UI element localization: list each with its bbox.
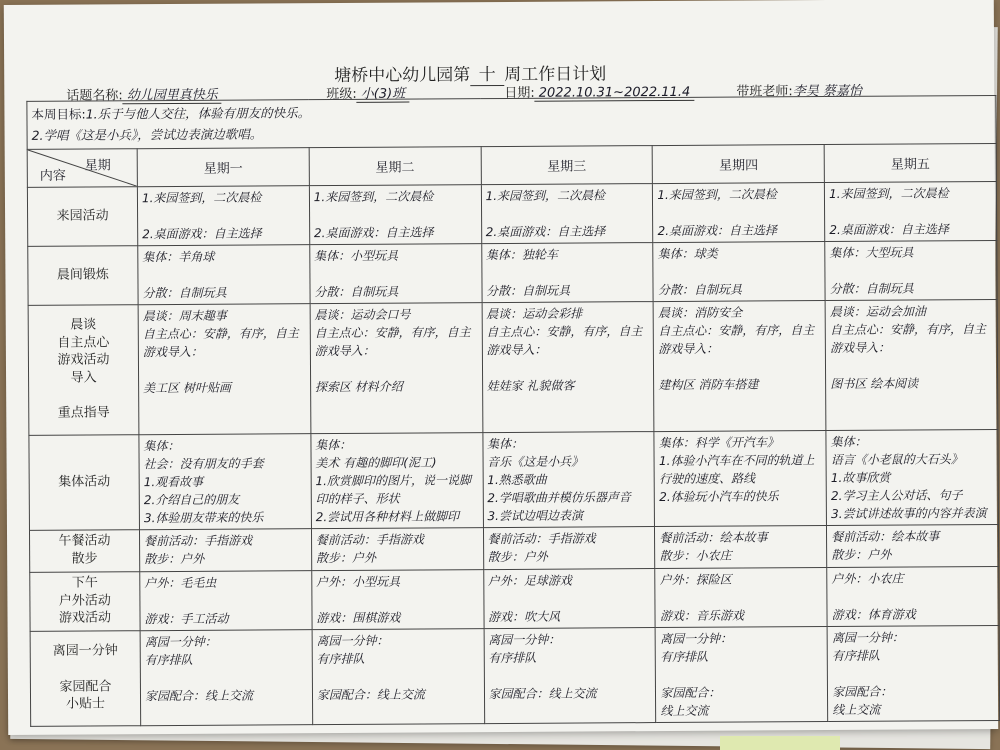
goals-label: 本周目标: [31, 106, 86, 122]
plan-cell: 餐前活动：绘本故事 散步：户外 [827, 524, 999, 567]
plan-cell: 户外：小型玩具 游戏：围棋游戏 [312, 569, 484, 629]
plan-cell: 1.来园签到，二次晨检 2.桌面游戏：自主选择 [825, 181, 997, 241]
row-label: 集体活动 [29, 434, 140, 530]
plan-cell: 晨谈：运动会彩排 自主点心：安静，有序，自主 游戏导入： 娃娃家 礼貌做客 [482, 301, 655, 432]
plan-cell: 离园一分钟： 有序排队 家园配合： 线上交流 [827, 625, 999, 721]
plan-sheet [4, 0, 998, 735]
plan-cell: 离园一分钟： 有序排队 家园配合：线上交流 [484, 627, 656, 723]
date-label: 日期: [504, 85, 535, 101]
plan-cell: 集体： 美术 有趣的脚印(泥工) 1.欣赏脚印的图片，说一说脚印的样子、形状 2.尝试用各种材料上做脚印 [311, 432, 483, 528]
day-header-fri: 星期五 [824, 143, 996, 182]
plan-cell: 集体：独轮车 分散：自制玩具 [481, 242, 653, 302]
plan-cell: 户外：探险区 游戏：音乐游戏 [655, 567, 827, 627]
topic-value: 幼儿园里真快乐 [123, 88, 222, 105]
plan-cell: 集体：羊角球 分散：自制玩具 [138, 244, 310, 304]
topic-label: 话题名称: [66, 88, 123, 104]
row-label: 晨谈 自主点心 游戏活动 导入 重点指导 [28, 304, 139, 435]
row-arrival [27, 181, 996, 246]
day-header-tue: 星期二 [309, 146, 481, 185]
title-suffix: 周工作日计划 [504, 64, 607, 85]
goals-row [27, 95, 996, 148]
sticky-note-edge [720, 736, 840, 750]
plan-cell: 餐前活动：手指游戏 散步：户外 [311, 527, 483, 570]
day-header-row [27, 143, 996, 187]
weekly-plan-table [26, 95, 1000, 726]
day-header-mon: 星期一 [137, 147, 309, 186]
teacher-label: 带班老师: [736, 84, 793, 100]
row-label: 下午 户外活动 游戏活动 [30, 571, 140, 631]
plan-cell: 离园一分钟： 有序排队 家园配合： 线上交流 [655, 626, 827, 722]
row-morning-exercise [28, 240, 997, 305]
row-label: 来园活动 [27, 186, 137, 246]
row-morning-talk [28, 299, 998, 435]
plan-cell: 集体：球类 分散：自制玩具 [653, 241, 825, 301]
row-lunch-walk [29, 524, 998, 572]
plan-cell: 集体： 语言《小老鼠的大石头》 1.故事欣赏 2.学习主人公对话、句子 3.尝试讲述故事的内容并表演 [826, 429, 998, 525]
title-prefix: 塘桥中心幼儿园第 [334, 65, 471, 87]
plan-cell: 餐前活动：手指游戏 散步：户外 [139, 528, 311, 571]
row-group-activity [29, 429, 999, 530]
plan-cell: 集体：科学《开汽车》 1.体验小汽车在不同的轨道上行驶的速度、路线 2.体验玩小汽车的快乐 [654, 430, 826, 526]
week-number: 十 [470, 60, 504, 86]
plan-cell: 1.来园签到，二次晨检 2.桌面游戏：自主选择 [653, 182, 825, 242]
plan-cell: 户外：小农庄 游戏：体育游戏 [827, 566, 999, 626]
day-header-thu: 星期四 [653, 144, 825, 183]
row-label: 晨间锻炼 [28, 245, 138, 305]
plan-cell: 1.来园签到，二次晨检 2.桌面游戏：自主选择 [137, 185, 309, 245]
weekly-goals [27, 95, 996, 148]
plan-cell: 晨谈：消防安全 自主点心：安静，有序，自主 游戏导入： 建构区 消防车搭建 [653, 300, 826, 431]
plan-cell: 离园一分钟： 有序排队 家园配合：线上交流 [140, 629, 312, 725]
day-header-wed: 星期三 [481, 145, 653, 184]
plan-cell: 集体： 社会：没有朋友的手套 1.观看故事 2.介绍自己的朋友 3.体验朋友带来的快乐 [139, 433, 311, 529]
row-label: 午餐活动 散步 [29, 529, 139, 572]
teacher-names: 李昊 蔡嘉怡 [792, 83, 862, 100]
plan-cell: 餐前活动：绘本故事 散步：小农庄 [655, 525, 827, 568]
plan-cell: 晨谈：周末趣事 自主点心：安静，有序，自主 游戏导入： 美工区 树叶贴画 [138, 303, 311, 434]
plan-cell: 集体：小型玩具 分散：自制玩具 [310, 243, 482, 303]
corner-cell [27, 148, 137, 187]
row-departure-home [30, 625, 1000, 726]
plan-cell: 集体：大型玩具 分散：自制玩具 [825, 240, 997, 300]
plan-cell: 离园一分钟： 有序排队 家园配合：线上交流 [312, 628, 484, 724]
class-label: 班级: [326, 86, 357, 103]
class-value: 小(3)班 [357, 87, 410, 103]
plan-cell: 晨谈：运动会口号 自主点心：安静，有序，自主 游戏导入： 探索区 材料介绍 [310, 302, 483, 433]
corner-content-label: 内容 [39, 168, 66, 184]
plan-cell: 户外：毛毛虫 游戏：手工活动 [140, 570, 312, 630]
plan-cell: 1.来园签到，二次晨检 2.桌面游戏：自主选择 [309, 184, 481, 244]
plan-cell: 1.来园签到，二次晨检 2.桌面游戏：自主选择 [481, 183, 653, 243]
row-afternoon-outdoor [30, 566, 999, 631]
goals-text: 1.乐于与他人交往，体验有朋友的快乐。 2.学唱《这是小兵》，尝试边表演边歌唱。 [31, 105, 311, 144]
plan-cell: 餐前活动：手指游戏 散步：户外 [483, 526, 655, 569]
corner-weekday-label: 星期 [84, 157, 111, 174]
date-value: 2022.10.31~2022.11.4 [535, 85, 695, 102]
plan-cell: 晨谈：运动会加油 自主点心：安静，有序，自主 游戏导入： 图书区 绘本阅读 [825, 299, 998, 430]
plan-body [27, 181, 999, 726]
row-label: 离园一分钟 家园配合 小贴士 [30, 630, 141, 726]
plan-cell: 集体： 音乐《这是小兵》 1.熟悉歌曲 2.学唱歌曲并模仿乐器声音 3.尝试边唱边表演 [482, 431, 654, 527]
plan-cell: 户外：足球游戏 游戏：吹大风 [483, 568, 655, 628]
